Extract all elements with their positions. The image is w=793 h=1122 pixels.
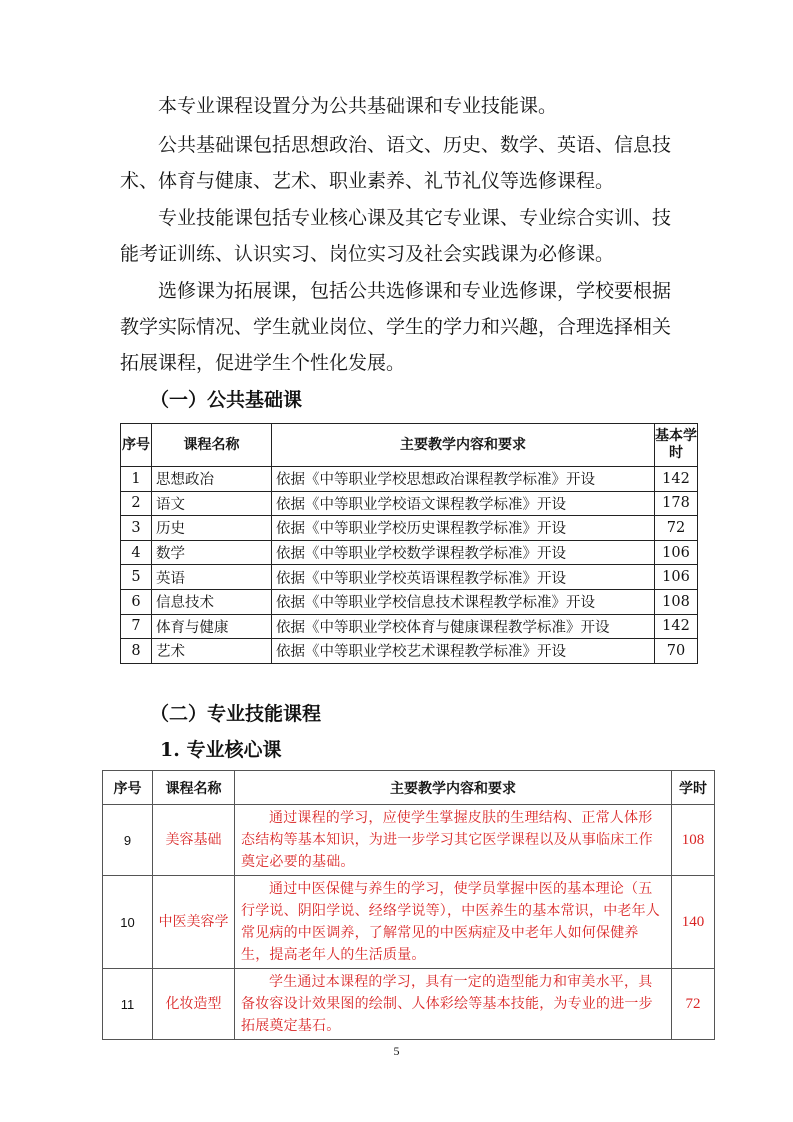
cell-hours: 140: [672, 876, 715, 969]
header-content: 主要教学内容和要求: [272, 424, 655, 467]
table-header-row: [103, 771, 715, 805]
cell-name: 数学: [152, 540, 272, 565]
cell-content: 依据《中等职业学校语文课程教学标准》开设: [272, 491, 655, 516]
section-title-skill-courses: （二）专业技能课程: [150, 703, 322, 725]
cell-name: 美容基础: [153, 805, 235, 876]
cell-no: 2: [121, 491, 152, 516]
cell-hours: 142: [655, 467, 698, 492]
cell-name: 历史: [152, 516, 272, 541]
cell-name: 思想政冶: [152, 467, 272, 492]
header-hours: 基本学时: [655, 424, 698, 467]
page-number: 5: [393, 1044, 400, 1058]
cell-no: 6: [121, 589, 152, 614]
cell-hours: 108: [655, 589, 698, 614]
cell-no: 8: [121, 639, 152, 664]
cell-hours: 70: [655, 639, 698, 664]
cell-name: 体育与健康: [152, 614, 272, 639]
cell-no: 5: [121, 565, 152, 590]
cell-name: 艺术: [152, 639, 272, 664]
table-row: [103, 969, 715, 1040]
cell-hours: 106: [655, 540, 698, 565]
header-no: 序号: [121, 424, 152, 467]
intro-paragraph-4-text: 选修课为拓展课，包括公共选修课和专业选修课，学校要根据教学实际情况、学生就业岗位、学生的学力和兴趣，合理选择相关拓展课程，促进学生个性化发展。: [120, 280, 672, 374]
cell-content: 依据《中等职业学校数学课程教学标准》开设: [272, 540, 655, 565]
header-name: 课程名称: [153, 771, 235, 805]
core-courses-table: [102, 770, 715, 1040]
cell-no: 7: [121, 614, 152, 639]
cell-content: 依据《中等职业学校英语课程教学标准》开设: [272, 565, 655, 590]
intro-paragraph-1: [120, 88, 680, 124]
intro-paragraph-2-text: 公共基础课包括思想政治、语文、历史、数学、英语、信息技术、体育与健康、艺术、职业素养、礼节礼仪等选修课程。: [120, 134, 672, 192]
table-row: [103, 805, 715, 876]
intro-paragraph-4: [120, 273, 680, 381]
cell-content: 通过课程的学习，应使学生掌握皮肤的生理结构、正常人体形态结构等基本知识，为进一步学习其它医学课程以及从事临床工作奠定必要的基础。: [235, 805, 672, 876]
header-content: 主要教学内容和要求: [235, 771, 672, 805]
header-name: 课程名称: [152, 424, 272, 467]
cell-no: 10: [103, 876, 153, 969]
table-row: [121, 467, 698, 492]
table-row: [121, 516, 698, 541]
table-row: [121, 614, 698, 639]
cell-no: 1: [121, 467, 152, 492]
header-hours: 学时: [672, 771, 715, 805]
cell-content: 依据《中等职业学校体育与健康课程教学标准》开设: [272, 614, 655, 639]
intro-paragraph-2: [120, 127, 680, 199]
table-row: [121, 540, 698, 565]
cell-name: 中医美容学: [153, 876, 235, 969]
cell-hours: 178: [655, 491, 698, 516]
cell-name: 信息技术: [152, 589, 272, 614]
cell-name: 化妆造型: [153, 969, 235, 1040]
cell-name: 英语: [152, 565, 272, 590]
public-courses-table: [120, 423, 698, 664]
cell-no: 4: [121, 540, 152, 565]
section-title-public-courses: （一）公共基础课: [150, 389, 303, 411]
cell-content: 通过中医保健与养生的学习，使学员掌握中医的基本理论（五行学说、阴阳学说、经络学说等），中医养生的基本常识，中老年人常见病的中医调养，了解常见的中医病症及中老年人如何保健养生，提高老年人的生活质量。: [235, 876, 672, 969]
intro-paragraph-3-text: 专业技能课包括专业核心课及其它专业课、专业综合实训、技能考证训练、认识实习、岗位实习及社会实践课为必修课。: [120, 207, 672, 265]
intro-paragraph-3: [120, 200, 680, 272]
table-header-row: [121, 424, 698, 467]
intro-paragraph-1-text: 本专业课程设置分为公共基础课和专业技能课。: [158, 95, 558, 117]
cell-hours: 108: [672, 805, 715, 876]
table-row: [121, 589, 698, 614]
subsection-title-core-courses: 1. 专业核心课: [160, 739, 282, 761]
cell-hours: 72: [655, 516, 698, 541]
cell-no: 3: [121, 516, 152, 541]
cell-content: 依据《中等职业学校信息技术课程教学标准》开设: [272, 589, 655, 614]
cell-content: 依据《中等职业学校历史课程教学标准》开设: [272, 516, 655, 541]
table-row: [103, 876, 715, 969]
cell-content: 依据《中等职业学校思想政冶课程教学标准》开设: [272, 467, 655, 492]
table-row: [121, 639, 698, 664]
header-no: 序号: [103, 771, 153, 805]
cell-no: 9: [103, 805, 153, 876]
cell-hours: 106: [655, 565, 698, 590]
cell-hours: 72: [672, 969, 715, 1040]
cell-no: 11: [103, 969, 153, 1040]
cell-content: 依据《中等职业学校艺术课程教学标准》开设: [272, 639, 655, 664]
cell-hours: 142: [655, 614, 698, 639]
table-row: [121, 565, 698, 590]
table-row: [121, 491, 698, 516]
cell-name: 语文: [152, 491, 272, 516]
cell-content: 学生通过本课程的学习，具有一定的造型能力和审美水平，具备妆容设计效果图的绘制、人体彩绘等基本技能，为专业的进一步拓展奠定基石。: [235, 969, 672, 1040]
